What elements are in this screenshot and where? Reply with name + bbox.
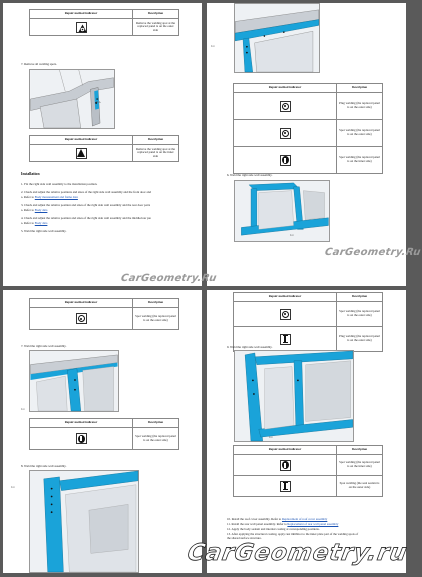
description-cell: Spot welding (the replaced panel is on the inner side) bbox=[337, 147, 383, 174]
indicator-cell bbox=[234, 302, 337, 327]
watermark-text: CarGeometry.Ru bbox=[120, 273, 218, 284]
indicator-cell bbox=[30, 145, 133, 162]
remove-weld-symbol-icon bbox=[76, 22, 87, 33]
repair-indicator-table bbox=[29, 9, 179, 36]
repair-indicator-table bbox=[233, 83, 383, 174]
body-measurement-link[interactable]: Body measurement and frame data bbox=[34, 195, 78, 199]
description-header: Description bbox=[337, 84, 383, 93]
figure-roof-rail bbox=[234, 3, 320, 73]
figure-callout-label: 0-4 bbox=[11, 486, 15, 489]
ibeam-weld-symbol-icon bbox=[280, 334, 291, 345]
step-6-text: 6. Weld the right side wall assembly. bbox=[227, 173, 273, 177]
install-step-3: 3. Check and adjust the relative position and sizes of the right side wall assembly and the rear door parts bbox=[21, 203, 151, 207]
indicator-header: Repair method indicator bbox=[30, 299, 133, 308]
indicator-cell bbox=[234, 476, 337, 497]
description-cell: Plug welding (the replaced panel is on the outer side) bbox=[337, 93, 383, 120]
spot-weld-pill-symbol-icon bbox=[280, 155, 291, 166]
indicator-header: Repair method indicator bbox=[234, 293, 337, 302]
installation-heading: Installation bbox=[21, 172, 40, 176]
description-cell: Spot welding (the replaced panel is on the outer side) bbox=[133, 308, 179, 330]
spot-weld-pill-symbol-icon bbox=[280, 460, 291, 471]
figure-callout-label: 0-4 bbox=[211, 45, 215, 48]
figure-callout-label: 0-4 bbox=[21, 408, 25, 411]
indicator-header: Repair method indicator bbox=[234, 84, 337, 93]
description-header: Description bbox=[337, 446, 383, 455]
install-step-4: 4. Check and adjust the relative position and sizes of the right side wall assembly and the middle/rear pie bbox=[21, 216, 151, 220]
description-cell: Spot welding (the replaced panel is on the outer side) bbox=[337, 120, 383, 147]
install-step-13: 13. After applying the structural coating, apply rust inhibitor to the inner plate part of the welding spots of bbox=[227, 532, 359, 536]
description-header: Description bbox=[133, 299, 179, 308]
watermark-text: CarGeometry.Ru bbox=[324, 247, 422, 258]
document-page-2 bbox=[207, 3, 422, 286]
figure-callout-label: D-A bbox=[96, 101, 101, 104]
figure-full-side-wall bbox=[234, 350, 354, 442]
document-page-3 bbox=[3, 290, 202, 573]
indicator-cell bbox=[30, 308, 133, 330]
body-data-link-2[interactable]: Body data bbox=[34, 221, 48, 225]
step-7-text: 7. Remove all welding spots. bbox=[21, 62, 57, 66]
figure-callout-label: 0-4 bbox=[269, 436, 273, 439]
install-step-2a: a. Refer to Body measurement and frame data bbox=[21, 195, 78, 199]
indicator-cell bbox=[30, 428, 133, 450]
figure-callout-label: 0-4 bbox=[290, 234, 294, 237]
description-cell: Remove the welding spot at the replaced panel is on the inner side bbox=[133, 145, 179, 162]
install-step-5: 5. Weld the right side wall assembly. bbox=[21, 229, 67, 233]
description-header: Description bbox=[133, 10, 179, 19]
install-step-1: 1. Fix the right side wall assembly to the installation position. bbox=[21, 182, 98, 186]
document-page-4 bbox=[207, 290, 406, 573]
body-data-link[interactable]: Body data bbox=[34, 208, 48, 212]
indicator-cell bbox=[234, 120, 337, 147]
indicator-header: Repair method indicator bbox=[234, 446, 337, 455]
indicator-cell bbox=[234, 455, 337, 476]
description-header: Description bbox=[133, 419, 179, 428]
spot-weld-ring-symbol-icon bbox=[76, 313, 87, 324]
repair-indicator-table bbox=[29, 298, 179, 330]
install-step-4a: a. Refer to Body data bbox=[21, 221, 48, 225]
figure-rear-quarter bbox=[29, 470, 139, 573]
description-cell: Spot welding (the replaced panel is on the inner side) bbox=[337, 455, 383, 476]
indicator-header: Repair method indicator bbox=[30, 136, 133, 145]
step-9-text: 9. Weld the right side wall assembly. bbox=[227, 345, 273, 349]
repair-indicator-table-2 bbox=[29, 135, 179, 162]
install-step-10: 10. Install the roof cover assembly. Refer to Replacement of roof cover assembly bbox=[227, 517, 328, 521]
ibeam-weld-symbol-icon bbox=[280, 481, 291, 492]
spot-weld-pill-symbol-icon bbox=[76, 433, 87, 444]
install-step-13-cont: the shared surface structure. bbox=[227, 536, 262, 540]
install-step-2: 2. Check and adjust the relative positions and sizes of the right side wall assembly and the front door and bbox=[21, 190, 151, 194]
triangle-weld-symbol-icon bbox=[76, 148, 87, 159]
description-cell: Remove the welding spot at the replaced panel is on the outer side bbox=[133, 19, 179, 36]
indicator-header: Repair method indicator bbox=[30, 419, 133, 428]
repair-indicator-table bbox=[233, 292, 383, 352]
description-cell: Plug welding (the replaced panel is on the outer side) bbox=[337, 327, 383, 352]
roof-cover-link[interactable]: Replacement of roof cover assembly bbox=[281, 517, 328, 521]
repair-indicator-table-2 bbox=[29, 418, 179, 450]
install-step-12: 12. Apply the body sealant and internal coating at corresponding positions. bbox=[227, 527, 320, 531]
figure-door-pillar bbox=[29, 69, 115, 129]
document-page-1 bbox=[3, 3, 202, 286]
plug-weld-symbol-icon bbox=[280, 101, 291, 112]
indicator-cell bbox=[234, 147, 337, 174]
description-header: Description bbox=[337, 293, 383, 302]
figure-b-pillar bbox=[29, 350, 119, 412]
step-7-text: 7. Weld the right side wall assembly. bbox=[21, 344, 67, 348]
step-8-text: 8. Weld the right side wall assembly. bbox=[21, 464, 67, 468]
rear-wall-link[interactable]: Replacement of rear wall panel assembly bbox=[287, 522, 339, 526]
spot-weld-ring-symbol-icon bbox=[280, 128, 291, 139]
indicator-header: Repair method indicator bbox=[30, 10, 133, 19]
spot-weld-ring-symbol-icon bbox=[280, 309, 291, 320]
watermark-logo: CarGeometry.ru bbox=[185, 540, 410, 566]
indicator-cell bbox=[30, 19, 133, 36]
figure-side-wall bbox=[234, 180, 330, 242]
indicator-cell bbox=[234, 93, 337, 120]
install-step-11: 11. Install the rear wall panel assembly. Refer to Replacement of rear wall panel assembly bbox=[227, 522, 339, 526]
description-cell: Spot welding (the seal sealant is on the outer side) bbox=[337, 476, 383, 497]
install-step-3a: a. Refer to Body data bbox=[21, 208, 48, 212]
description-cell: Spot welding (the replaced panel is on the outer side) bbox=[337, 302, 383, 327]
description-header: Description bbox=[133, 136, 179, 145]
repair-indicator-table-2 bbox=[233, 445, 383, 497]
description-cell: Spot welding (the replaced panel is on the outer side) bbox=[133, 428, 179, 450]
